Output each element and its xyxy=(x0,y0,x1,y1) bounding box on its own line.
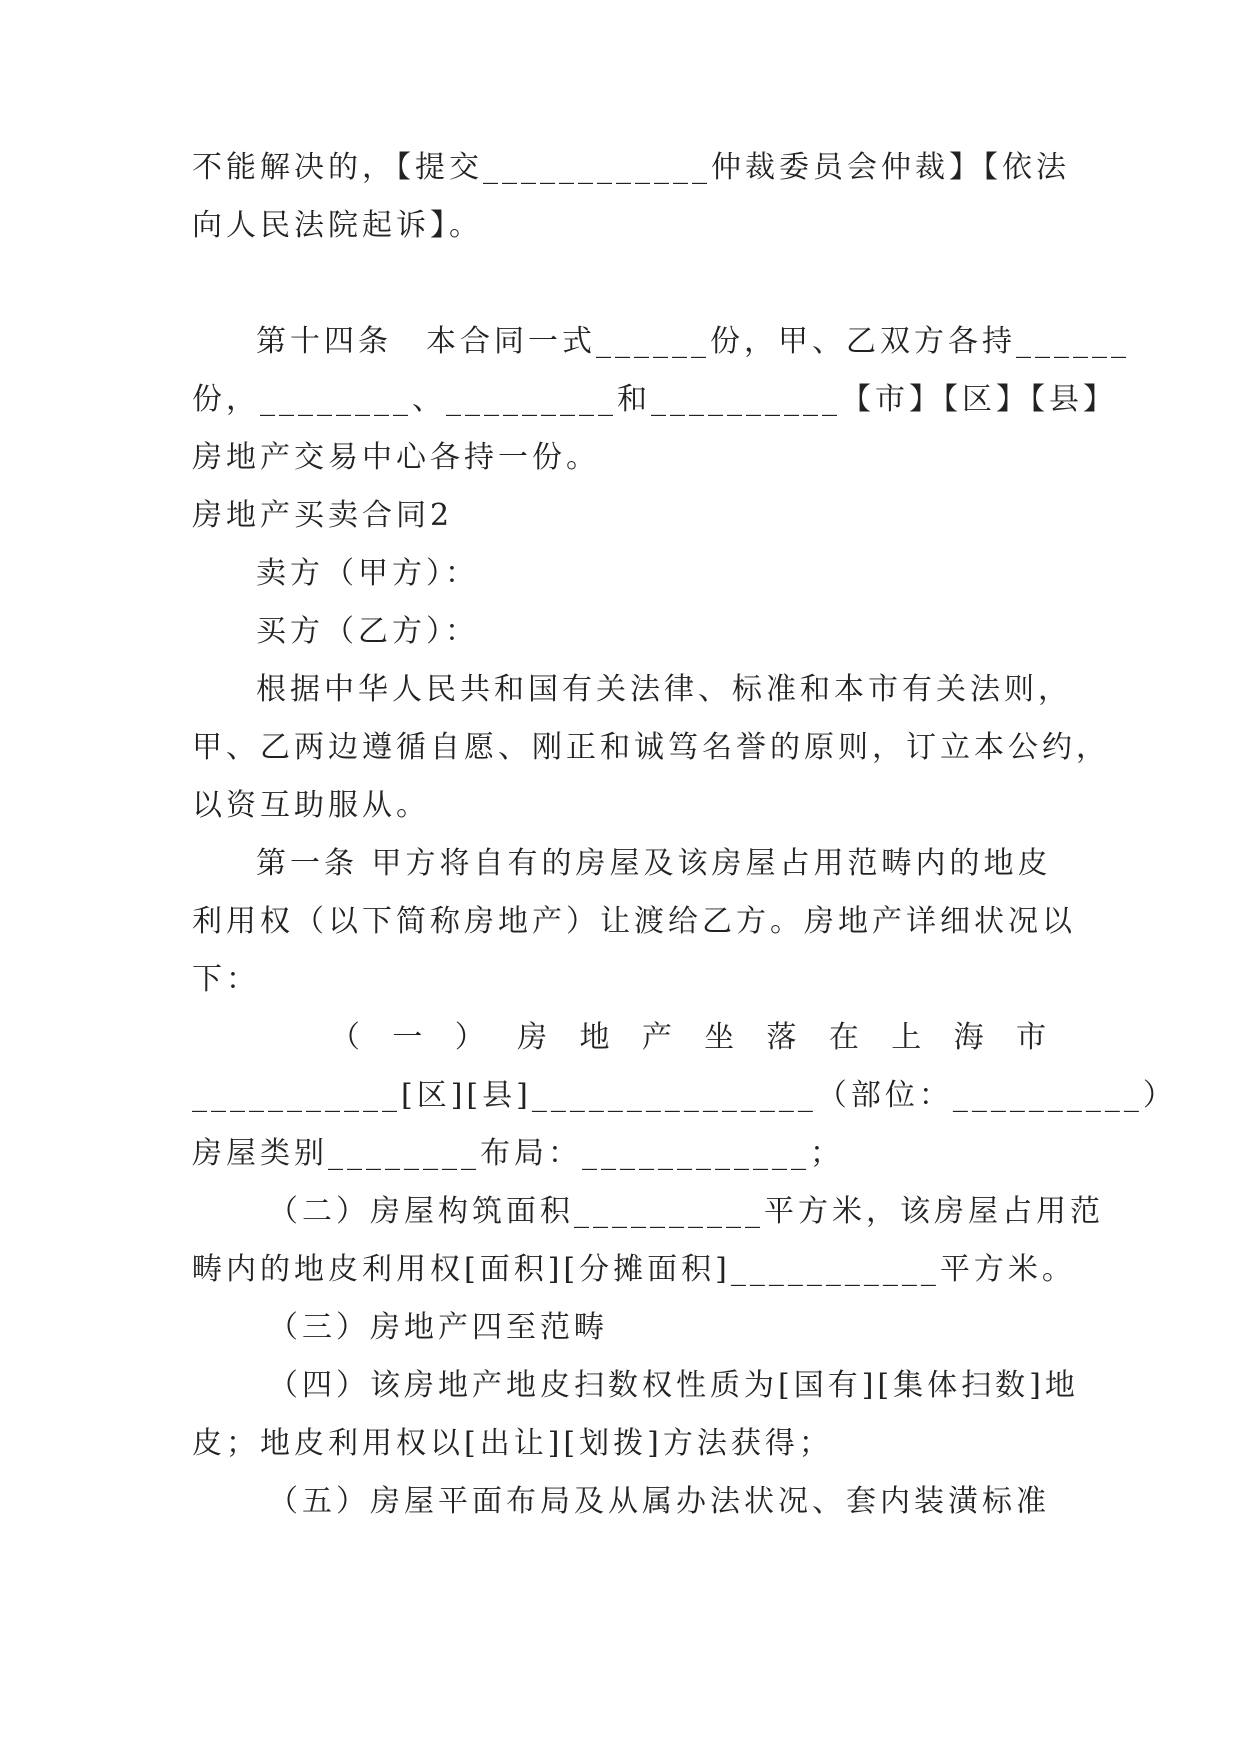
text-line: ___________[区][县]_______________（部位：__________） xyxy=(192,1078,1177,1113)
text-line: 卖方（甲方）： xyxy=(256,556,479,591)
text-line: 根据中华人民共和国有关法律、标准和本市有关法则， xyxy=(256,672,1072,707)
text-line: 第一条 甲方将自有的房屋及该房屋占用范畴内的地皮 xyxy=(256,846,1052,881)
text-line: （一）房地产坐落在上海市 xyxy=(330,1020,1050,1055)
text-line: 份，________、_________和__________【市】【区】【县】 xyxy=(192,382,1117,417)
text-line: （四）该房地产地皮扫数权性质为[国有][集体扫数]地 xyxy=(268,1368,1079,1403)
text-line: 房屋类别________布局：____________； xyxy=(192,1136,844,1171)
text-line: 利用权（以下简称房地产）让渡给乙方。房地产详细状况以 xyxy=(192,904,1076,939)
text-line: 买方（乙方）： xyxy=(256,614,479,649)
text-line: 皮；地皮利用权以[出让][划拨]方法获得； xyxy=(192,1426,833,1461)
text-line: （三）房地产四至范畴 xyxy=(268,1310,608,1345)
text-line: （二）房屋构筑面积__________平方米，该房屋占用范 xyxy=(268,1194,1104,1229)
text-line: 下： xyxy=(192,962,260,997)
document-heading: 房地产买卖合同2 xyxy=(192,498,454,533)
text-line: （五）房屋平面布局及从属办法状况、套内装潢标准 xyxy=(268,1484,1050,1519)
text-line: 向人民法院起诉】。 xyxy=(192,208,483,243)
text-line: 畴内的地皮利用权[面积][分摊面积]___________平方米。 xyxy=(192,1252,1076,1287)
text-line: 房地产交易中心各持一份。 xyxy=(192,440,600,475)
text-line: 甲、乙两边遵循自愿、刚正和诚笃名誉的原则，订立本公约， xyxy=(192,730,1110,765)
text-line: 第十四条 本合同一式______份，甲、乙双方各持______ xyxy=(256,324,1130,359)
text-line: 以资互助服从。 xyxy=(192,788,430,823)
text-line: 不能解决的，【提交____________仲裁委员会仲裁】【依法 xyxy=(192,150,1070,185)
